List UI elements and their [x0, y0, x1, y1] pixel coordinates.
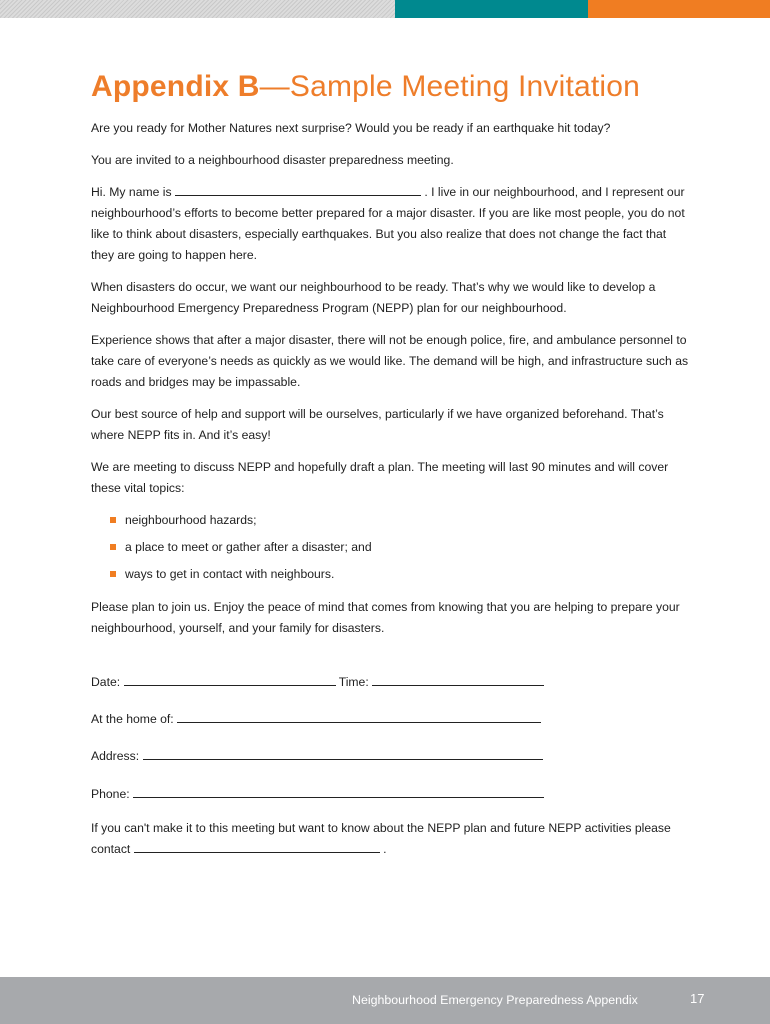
- name-blank[interactable]: [175, 183, 421, 196]
- address-row: [91, 746, 543, 763]
- contact-paragraph: [91, 818, 691, 860]
- page-number: 17: [690, 991, 705, 1006]
- list-item: ways to get in contact with neighbours.: [91, 564, 691, 591]
- list-item: a place to meet or gather after a disaster; and: [91, 537, 691, 564]
- contact-section: [91, 818, 691, 860]
- contact-text: If you can't make it to this meeting but want to know about the NEPP plan and future NEPP activities please contact: [91, 821, 671, 856]
- bullet-square-icon: [110, 571, 116, 577]
- date-label: Date:: [91, 675, 121, 689]
- page-footer: [0, 977, 770, 1024]
- date-time-row: [91, 672, 544, 689]
- time-label: Time:: [338, 675, 369, 689]
- footer-title: Neighbourhood Emergency Preparedness Appendix: [352, 993, 638, 1007]
- phone-field[interactable]: [133, 784, 544, 798]
- intro-question: Are you ready for Mother Natures next surprise? Would you be ready if an earthquake hit today?: [91, 121, 611, 135]
- home-label: At the home of:: [91, 712, 174, 726]
- date-field[interactable]: [124, 672, 336, 686]
- intro-paragraph-rest: . I live in our neighbourhood, and I represent our neighbourhood’s efforts to become better prepared for a major disaster. If you are like most people, you do not like to think about disasters, especially earthquakes. But you also realize that does not change the fact that they are going to happen here.: [91, 185, 685, 262]
- home-row: [91, 709, 541, 726]
- address-field[interactable]: [143, 746, 543, 760]
- bullet-square-icon: [110, 517, 116, 523]
- contact-end: .: [383, 842, 387, 856]
- contact-field[interactable]: [134, 840, 380, 853]
- top-bar-teal-segment: [395, 0, 588, 18]
- title-bold: Appendix B: [91, 70, 260, 103]
- intro-paragraph: [91, 182, 691, 266]
- support-paragraph: Our best source of help and support will be ourselves, particularly if we have organized beforehand. That’s where NEPP fits in. And it’s easy!: [91, 407, 664, 442]
- title-rest: —Sample Meeting Invitation: [259, 70, 641, 103]
- top-bar-orange-segment: [588, 0, 770, 18]
- closing-paragraph: Please plan to join us. Enjoy the peace of mind that comes from knowing that you are helping to prepare your neighbourhood, yourself, and your family for disasters.: [91, 600, 680, 635]
- invitation-line: You are invited to a neighbourhood disaster preparedness meeting.: [91, 153, 454, 167]
- experience-paragraph: Experience shows that after a major disaster, there will not be enough police, fire, and ambulance personnel to take care of everyone’s needs as quickly as we would like. The demand will be high, and infrastructure such as roads and bridges may be impassable.: [91, 333, 689, 389]
- bullet-square-icon: [110, 544, 116, 550]
- topics-list: [91, 510, 691, 591]
- address-label: Address:: [91, 749, 140, 763]
- name-label: Hi. My name is: [91, 185, 172, 199]
- page-content: [91, 70, 691, 639]
- page-title: [91, 70, 691, 104]
- time-field[interactable]: [372, 672, 544, 686]
- home-field[interactable]: [177, 709, 541, 723]
- meeting-paragraph: We are meeting to discuss NEPP and hopefully draft a plan. The meeting will last 90 minutes and will cover these vital topics:: [91, 460, 669, 495]
- top-color-bar: [0, 0, 770, 18]
- top-bar-gray-segment: [0, 0, 395, 18]
- phone-row: [91, 784, 544, 801]
- list-item: neighbourhood hazards;: [91, 510, 691, 537]
- readiness-paragraph: When disasters do occur, we want our neighbourhood to be ready. That’s why we would like to develop a Neighbourhood Emergency Preparedness Program (NEPP) plan for our neighbourhood.: [91, 280, 656, 315]
- phone-label: Phone:: [91, 787, 130, 801]
